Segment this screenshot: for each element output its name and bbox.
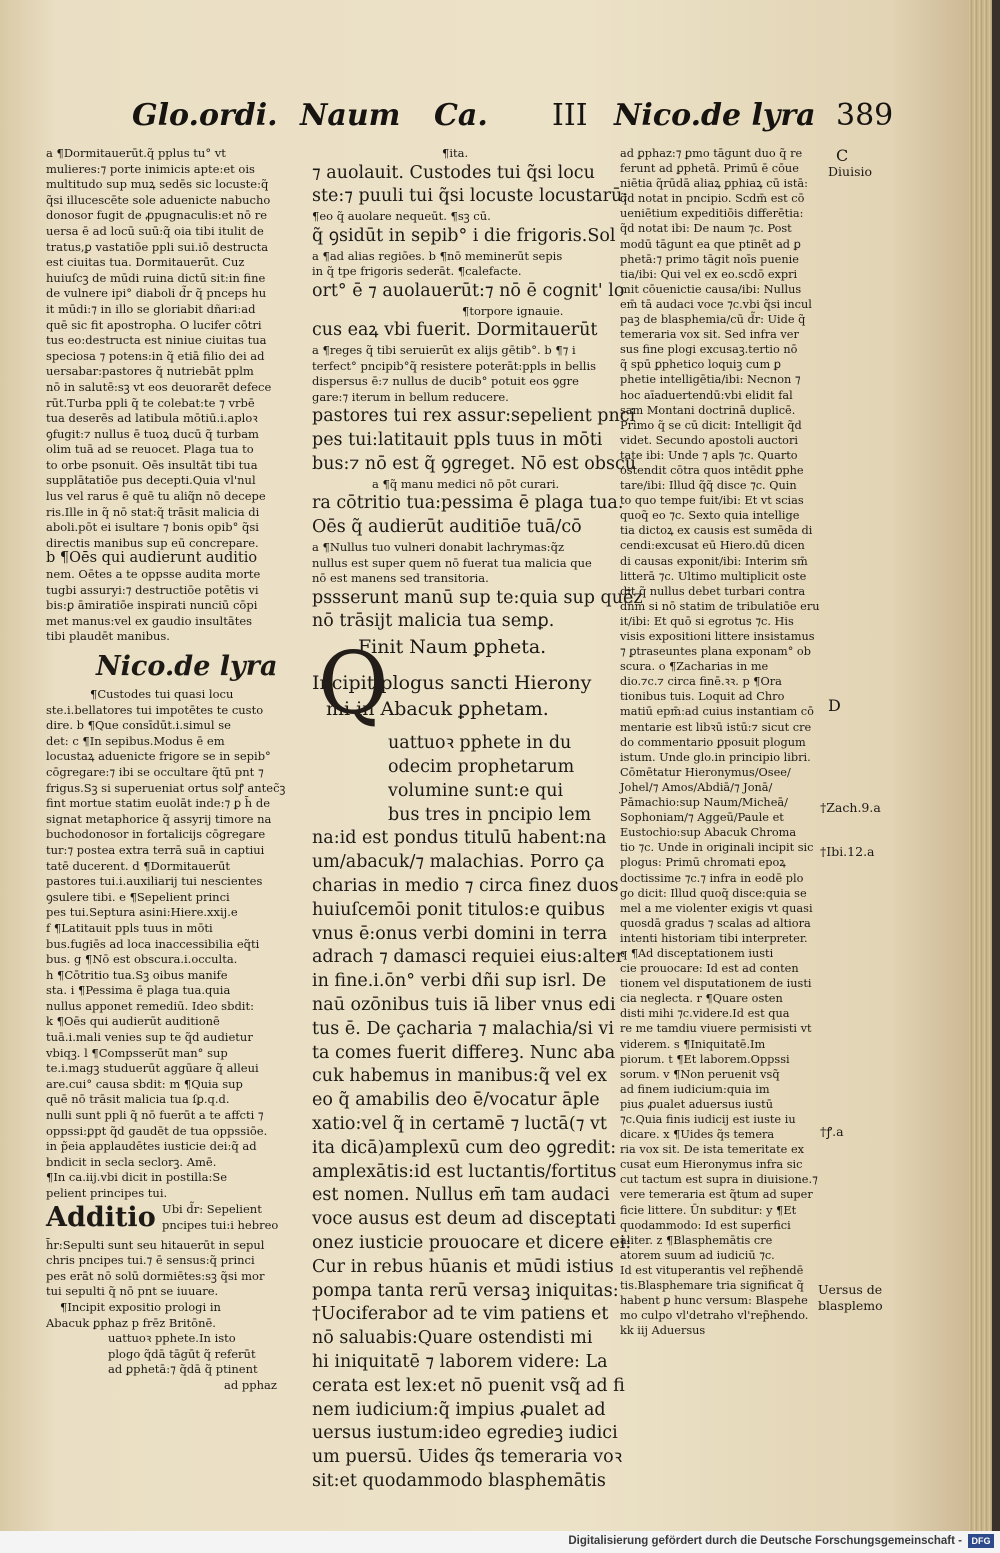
text-line: olim tuā ad se reuocet. Plaga tua to	[46, 442, 254, 457]
text-line: to quo tempe fuit/ibi: Et vt scias	[620, 494, 804, 508]
text-line: do commentario ꝑposuit plogum	[620, 735, 806, 749]
text-line: tugbi assuryi:⁊ destructiōe potētis vi	[46, 582, 259, 597]
text-line: uattuoꝛ pphete in du	[388, 733, 572, 754]
margin-note-zach: †Zach.9.a	[820, 800, 881, 815]
text-line: k ¶Oēs qui audierūt auditionē	[46, 1014, 220, 1029]
text-line: odecim prophetarum	[388, 757, 575, 778]
text-line: ste.i.bellatores tui impotētes te custo	[46, 702, 264, 717]
text-line: directis manibus sup eū concrepare.	[46, 535, 259, 550]
text-line: ort° ē ⁊ auolauerūt:⁊ nō ē cognit' lo	[312, 280, 625, 301]
text-line: Oēs q̃ audierūt auditiōe tuā/cō	[312, 517, 582, 538]
text-line: istum. Unde glo.in principio libri.	[620, 750, 811, 764]
text-line: sta. i ¶Pessima ē plaga tua.quia	[46, 983, 231, 998]
prologue-title: Incipit plogus sancti Hierony	[312, 672, 592, 695]
text-line: tio ⁊c. Unde in originali incipit sic	[620, 841, 814, 855]
text-line: ad pphaz	[224, 1377, 277, 1392]
text-line: b ¶Oēs qui audierunt auditio	[46, 550, 258, 567]
text-line: phetie intelligētia/ibi: Necnon ⁊	[620, 373, 801, 387]
text-line: buchodonosor in fortalicijs cōgregare	[46, 827, 266, 842]
decorated-initial: Q	[318, 634, 389, 734]
gloss-line: dispersus ē:⁊ nullus de ducib° potuit eos ꝯgre	[312, 374, 579, 389]
margin-note-ibi: †Ibi.12.a	[820, 844, 875, 859]
text-line: ris.Ille in q̃ nō stat:q̃ trāsit malicia di	[46, 504, 260, 519]
text-line: tionem vel disputationem de iusti	[620, 977, 812, 991]
text-line: cendi:excusat eū Hiero.dū dicen	[620, 539, 805, 553]
text-line: na:id est pondus titulū habent:na	[312, 828, 607, 849]
gloss-line: a ¶ad alias regiōes. b ¶nō meminerūt sepis	[312, 248, 563, 263]
text-line: habent ꝑ hunc versum: Blaspehe	[620, 1294, 808, 1308]
text-line: litterā ⁊c. Ultimo multiplicit oste	[620, 569, 807, 583]
gloss-line: in q̃ tpe frigoris sederāt. ¶calefacte.	[312, 264, 522, 279]
text-line: mulieres:⁊ porte inimicis apte:et ois	[46, 161, 255, 176]
text-line: supplātatiōe pus decepti.Quia vl'nul	[46, 473, 256, 488]
text-line: phetā:⁊ primo tāgit noīs puenie	[620, 252, 799, 266]
text-line: tatē ducerent. d ¶Dormitauerūt	[46, 858, 230, 873]
text-line: tuā.i.mali venies sup te q̃d audietur	[46, 1030, 253, 1045]
text-line: q̃ spū ꝑphetico loquiꝫ cum ꝑ	[620, 358, 781, 372]
text-line: Johel/⁊ Amos/Abdiā/⁊ Jonā/	[620, 780, 773, 794]
gloss-line: ¶torpore ignauie.	[462, 303, 564, 318]
text-line: uersabar:pastores q̃ nutriebāt pplm	[46, 364, 254, 379]
text-line: intenti historiam tibi interpreter.	[620, 931, 808, 945]
text-line: tratus,ꝑ vastatiōe ppli sui.iō destructa	[46, 239, 269, 254]
text-line: huiuſcꝫ de mūdi ruina dictū sit:in fine	[46, 270, 266, 285]
text-line: nō in salutē:sꝫ vt eos deuorarēt defece	[46, 379, 272, 394]
text-line: ferunt ad ꝑphetā. Primū ē cōue	[620, 162, 799, 176]
text-line: oppssi:ꝑpt q̃d gaudēt de tua oppssiōe.	[46, 1123, 268, 1138]
gloss-line: a ¶Nullus tuo vulneri donabit lachrymas:q̃z	[312, 539, 565, 554]
text-line: ⁊c.Quia finis iudicij est iuste iu	[620, 1113, 796, 1126]
text-line: Sophoniam/⁊ Aggeū/Paule et	[620, 811, 784, 825]
text-line: tibi plaudēt manibus.	[46, 629, 170, 644]
text-line: ad ꝑphetā:⁊ q̃dā q̃ ptinent	[108, 1362, 258, 1377]
text-line: pncipes tui:i hebreo	[162, 1217, 279, 1232]
text-line: um puersū. Uides q̃s temeraria voꝛ	[312, 1447, 623, 1468]
text-line: pes tui:latitauit ppls tuus in mōti	[312, 430, 603, 451]
text-line: h̄r:Sepulti sunt seu hitauerūt in sepul	[46, 1237, 265, 1252]
text-line: ficie littere. Ūn subditur: y ¶Et	[620, 1203, 797, 1217]
text-line: it mūdi:⁊ in illo se gloriabit dñari:ad	[46, 301, 256, 316]
dfg-logo: DFG	[968, 1534, 994, 1548]
text-line: ¶In ca.iij.vbi dicit in postilla:Se	[46, 1170, 228, 1185]
text-line: h ¶Cōtritio tua.Sꝫ oibus manife	[46, 967, 228, 982]
text-line: matiū epm̄:ad cuius instantiam cō	[620, 705, 814, 719]
page-number: 389	[836, 98, 894, 133]
text-line: di causas exponit/ibi: Interim sm̄	[620, 554, 808, 568]
text-line: mit cōuenictie causa/ibi: Nullus	[620, 282, 802, 296]
section-heading-nico: Nico.de lyra	[96, 651, 278, 682]
text-line: nem. Oētes a te oppsse audita morte	[46, 567, 261, 582]
text-line: doctissime ⁊c.⁊ infra in eodē plo	[620, 871, 804, 885]
text-line: videt. Secundo apostoli auctori	[620, 433, 798, 447]
text-line: charias in medio ⁊ circa finez duos	[312, 876, 619, 897]
header-book: Naum	[300, 98, 401, 133]
text-line: niētia q̃rūdā aliaꝝ ꝑphiaꝝ cū istā:	[620, 177, 808, 191]
text-line: tia dictoꝝ ex causis est sumēda di	[620, 524, 813, 538]
text-line: piorum. t ¶Et laborem.Oppssi	[620, 1052, 790, 1066]
text-line: tus ē. De çacharia ⁊ malachia/si vi	[312, 1018, 614, 1039]
text-line: cia neglecta. r ¶Quare osten	[620, 992, 783, 1006]
text-line: cuk habemus in manibus:q̃ vel ex	[312, 1066, 607, 1087]
text-line: uersa ē ad locū suū:q̃ oia tibi itulit de	[46, 223, 264, 238]
text-line: cus eaꝝ vbi fuerit. Dormitauerūt	[312, 320, 598, 341]
text-line: chris pncipes tui.⁊ ē sensus:q̃ princi	[46, 1253, 255, 1268]
text-line: em̄ tā audaci voce ⁊c.vbi q̃si incul	[620, 297, 812, 311]
text-line: quodammodo: Id est superfici	[620, 1218, 791, 1232]
text-line: cerata est lex:et nō puenit vsq̃ ad fi	[312, 1375, 625, 1396]
text-line: signat metaphorice q̃ assyrij timore na	[46, 811, 272, 826]
text-line: ad ꝑphaz:⁊ ꝑmo tāgunt duo q̃ re	[620, 147, 803, 160]
text-line: ¶Custodes tui quasi locu	[90, 687, 234, 701]
text-line: ra cōtritio tua:pessima ē plaga tua.	[312, 493, 624, 514]
text-line: xatio:vel q̃ in certamē ⁊ luctā(⁊ vt	[312, 1114, 607, 1135]
text-line: plogo q̃dā tāgūt q̃ referūt	[108, 1346, 256, 1361]
text-line: q̃d notat ibi: De naum ⁊c. Post	[620, 222, 792, 236]
text-line: Abacuk ꝑphaz p frēz Britōnē.	[46, 1315, 216, 1330]
text-line: met manus:vel ex gaudio insultātes	[46, 613, 253, 628]
text-line: dñm si nō statim de tribulatiōe eru	[620, 599, 820, 613]
text-line: a ¶Dormitauerūt.q̃ pplus tu° vt	[46, 146, 226, 160]
text-line: sus fine plogi excusaꝫ.tertio nō	[620, 343, 798, 357]
text-line: mentarie est libꝛū istū:⁊ sicut cre	[620, 720, 812, 734]
text-line: nō saluabis:Quare ostendisti mi	[312, 1328, 593, 1349]
text-line: kk iij Aduersus	[620, 1324, 706, 1338]
text-line: dicare. x ¶Uides q̃s temera	[620, 1128, 775, 1142]
text-line: uersus iustum:ideo egredieꝫ iudici	[312, 1423, 618, 1444]
text-line: speciosa ⁊ potens:in q̃ etiā filio dei ad	[46, 348, 265, 363]
text-line: plogus: Primū chromati epoꝝ	[620, 856, 786, 870]
gloss-line: ¶eo q̃ auolare nequeūt. ¶sꝫ cū.	[312, 209, 491, 224]
text-line: in fine.i.ōn° verbi dñi sup isrl. De	[312, 971, 607, 992]
text-line: quosdā gradus ⁊ scalas ad altiora	[620, 916, 811, 930]
gloss-line: nō est manens sed transitoria.	[312, 571, 489, 586]
text-line: tis.Blasphemare tria significat q̃	[620, 1279, 804, 1293]
text-line: dio.⁊c.⁊ circa finē.ꝛꝛ. p ¶Ora	[620, 675, 782, 689]
text-line: fint mortue statim euolāt inde:⁊ ꝑ h̄ de	[46, 796, 271, 811]
text-line: to orbe psonuit. Oēs insultāt tibi tua	[46, 457, 258, 472]
text-line: voce ausus est deum ad disceptati	[312, 1209, 616, 1230]
prologue-title: mi in Abacuk ꝑphetam.	[326, 698, 549, 721]
text-line: lus vel rarus ē quē tu aliq̃n nō decepe	[46, 489, 266, 504]
text-line: q̃d notat in pncipio. Scdm̄ est cō	[620, 192, 805, 206]
text-line: tionibus tuis. Loquit ad Chro	[620, 690, 785, 704]
text-line: sorum. v ¶Non peruenit vsq̃	[620, 1067, 780, 1081]
text-line: pompa tanta rerū versaꝫ iniquitas:	[312, 1280, 619, 1301]
column-left-block-b	[46, 687, 294, 1202]
text-line: donosor fugit de ꝓpugnaculis:et nō re	[46, 208, 268, 223]
section-heading-additio: Additio	[46, 1201, 156, 1233]
text-line: tate ibi: Unde ⁊ apls ⁊c. Quarto	[620, 448, 798, 462]
header-chapter-label: Ca.	[434, 98, 488, 133]
text-line: de vulnere ipi° diaboli d̃r q̃ pnceps hu	[46, 286, 267, 301]
text-line: mo culpo vl'detraho vl'rep̃hendo.	[620, 1309, 809, 1323]
text-line: in p̃eia applaudētes iusticie dei:q̃ ad	[46, 1139, 257, 1154]
text-line: dit q̃ nullus debet turbari contra	[620, 584, 806, 598]
text-line: quē nō trāsit malicia tua ſꝑ.q.d.	[46, 1092, 230, 1107]
text-line: nullus apponet remediū. Ideo sbdit:	[46, 998, 254, 1013]
text-line: nulli sunt ppli q̃ nō fuerūt a te affcti ⁊	[46, 1108, 264, 1123]
text-line: pes erāt nō solū dormiētes:sꝫ q̃si mor	[46, 1268, 265, 1283]
gloss-line: ¶ita.	[442, 146, 469, 160]
text-line: pastores tui.i.auxiliarij tui nescientes	[46, 874, 263, 889]
text-line: ta comes fuerit differeꝫ. Nunc aba	[312, 1042, 616, 1063]
text-line: tus eo:destructa est niniue ciuitas tua	[46, 333, 267, 348]
margin-letter-d: D	[828, 696, 841, 715]
text-line: nem iudicium:q̃ impius ꝓualet ad	[312, 1399, 606, 1420]
gloss-line: a ¶q̃ manu medici nō pōt curari.	[372, 476, 560, 491]
text-line: disti mihi ⁊c.videre.Id est qua	[620, 1007, 790, 1021]
running-header	[0, 96, 968, 142]
text-line: cōgregare:⁊ ibi se occultare q̃tū pnt ⁊	[46, 764, 264, 779]
text-line: aboli.pōt ei isultare ⁊ bonis opib° q̃si	[46, 520, 259, 535]
text-line: bis:ꝑ āmiratiōe inspirati nunciū cōpi	[46, 598, 258, 613]
text-line: temeraria vox sit. Sed infra ver	[620, 328, 799, 342]
text-line: atorem suum ad iudiciū ⁊c.	[620, 1248, 775, 1262]
text-line: bus. g ¶Nō est obscura.i.occulta.	[46, 952, 238, 967]
text-line: hoc aīaduertendū:vbi elidit fal	[620, 388, 793, 402]
text-line: vnus ē:onus verbi domini in terra	[312, 923, 608, 944]
header-chapter: III	[552, 98, 588, 133]
text-line: Pāmachio:sup Naum/Micheā/	[620, 796, 788, 810]
text-line: ostendit cōtra quos intēdit ꝑphe	[620, 463, 804, 477]
text-line: uattuoꝛ pphete.In isto	[108, 1331, 236, 1346]
text-line: multitudo sup muꝝ sedēs sic locuste:q̃	[46, 177, 269, 192]
text-line: bndicit in secla seclorꝫ. Amē.	[46, 1154, 217, 1169]
text-line: Cōmētatur Hieronymus/Osee/	[620, 765, 791, 779]
text-line: Primo q̃ se cū dicit: Intelligit q̃d	[620, 418, 802, 432]
text-line: cie prouocare: Id est ad conten	[620, 962, 799, 976]
text-line: f ¶Latitauit ppls tuus in mōti	[46, 920, 213, 935]
text-line: ad finem iudicium:quia im	[620, 1082, 770, 1096]
text-line: quē sic fit apostropha. O lucifer cōtri	[46, 317, 262, 332]
text-line: ita dicā)amplexū cum deo ꝯgredit:	[312, 1137, 617, 1158]
text-line: q̃si illucescēte sole aduenicte nabucho	[46, 192, 271, 207]
text-line: pelient principes tui.	[46, 1186, 168, 1200]
text-line: tare/ibi: Illud q̃q̃ disce ⁊c. Quin	[620, 479, 797, 493]
text-line: re me tamdiu viuere permisisti vt	[620, 1022, 812, 1036]
text-line: locustaꝝ aduenicte frigore se in sepib°	[46, 749, 271, 764]
text-line: naū ozōnibus tuis iā liber vnus edi	[312, 995, 616, 1016]
text-line: huiuſcemōi ponit titulos:e quibus	[312, 899, 605, 920]
text-line: um/abacuk/⁊ malachias. Porro ça	[312, 852, 605, 873]
margin-note-versus: Uersus de	[818, 1282, 883, 1297]
text-line: quoq̃ eo ⁊c. Sexto quia intellige	[620, 509, 800, 523]
text-line: tui sepulti q̃ nō pnt se iuuare.	[46, 1284, 219, 1299]
margin-note-versus: blasplemo	[818, 1298, 883, 1313]
text-line: pastores tui rex assur:sepelient pnci	[312, 406, 636, 427]
text-line: pssserunt manū sup te:quia sup quēz	[312, 587, 643, 608]
text-line: cut tactum est supra in diuisione.⁊	[620, 1173, 818, 1187]
prologue-body	[312, 732, 632, 1494]
column-right	[620, 146, 820, 1338]
text-line: Id est vituperantis vel rep̃hendē	[620, 1263, 804, 1277]
text-line: ⁊ ꝑtraseuntes plana exponam° ob	[620, 645, 811, 659]
text-line: q ¶Ad disceptationem iusti	[620, 946, 774, 960]
text-line: te.i.magꝫ studuerūt aggūare q̃ alleui	[46, 1061, 259, 1076]
text-line: volumine sunt:e qui	[388, 780, 564, 801]
text-line: sit:et quodammodo blasphemātis	[312, 1470, 606, 1491]
text-line: pes tui.Septura asini:Hiere.xxij.e	[46, 905, 238, 920]
text-line: bus:⁊ nō est q̃ ꝯgreget. Nō est obscu	[312, 453, 637, 474]
text-line: ⁊ auolauit. Custodes tui q̃si locu	[312, 162, 595, 183]
text-line: viderem. s ¶Iniquitatē.Im	[620, 1037, 766, 1051]
text-line: sam Montani doctrinā duplicē.	[620, 403, 796, 417]
gloss-line: a ¶reges q̃ tibi seruierūt ex alijs gētib°. b ¶⁊ i	[312, 342, 576, 357]
text-line: scura. o ¶Zacharias in me	[620, 660, 769, 674]
text-line: Eustochio:sup Abacuk Chroma	[620, 826, 797, 840]
column-left-block-c	[46, 1238, 294, 1332]
text-line: hi iniquitatē ⁊ laborem videre: La	[312, 1352, 608, 1372]
text-line: ueniētium expeditiōis differētia:	[620, 207, 804, 221]
text-line: Cur in rebus hūanis et mūdi istius	[312, 1256, 614, 1277]
text-line: dire. b ¶Que consīdūt.i.simul se	[46, 718, 231, 733]
text-line: vbiqꝫ. l ¶Compsserūt man° sup	[46, 1045, 228, 1060]
text-line: amplexātis:id est luctantis/fortitus	[312, 1161, 617, 1182]
text-line: ste:⁊ puuli tui q̃si locuste locustarū:	[312, 186, 629, 207]
text-line: ¶Incipit expositio prologi in	[60, 1299, 221, 1314]
text-line: adrach ⁊ damasci requiei eius:alter	[312, 947, 625, 968]
text-line: †Uociferabor ad te vim patiens et	[312, 1304, 609, 1325]
additio-row	[46, 1202, 294, 1238]
text-line: bus tres in pncipio lem	[388, 804, 592, 825]
text-line: tur:⁊ postea extra terrā suā in captiui	[46, 842, 265, 857]
text-line: bus.fugiēs ad loca inaccessibilia eq̃ti	[46, 936, 260, 951]
text-line: est ciuitas tua. Dormitauerūt. Cuz	[46, 255, 245, 270]
text-line: ria vox sit. De ista temeritate ex	[620, 1143, 805, 1157]
text-line: go dicit: Illud quoq̃ disce:quia se	[620, 886, 807, 900]
text-line: q̃ ꝯsidūt in sepib° i die frigoris.Sol	[312, 225, 616, 246]
text-line: Ubi d̃r: Sepelient	[162, 1201, 262, 1216]
text-line: vere temeraria est q̃tum ad super	[620, 1188, 813, 1202]
header-left: Glo.ordi.	[132, 98, 278, 133]
text-line: visis expositioni littere insistamus	[620, 630, 815, 643]
text-line: est nomen. Nullus em̄ tam audaci	[312, 1185, 610, 1206]
text-line: aliter. z ¶Blasphemātis cre	[620, 1233, 773, 1247]
footer-credit: Digitalisierung gefördert durch die Deutsche Forschungsgemeinschaft -	[568, 1535, 962, 1547]
text-line: nō trāsijt malicia tua semꝑ.	[312, 611, 555, 632]
header-right: Nico.de lyra	[614, 98, 816, 133]
text-line: det: c ¶In sepibus.Modus ē em	[46, 733, 225, 748]
gloss-line: nullus est super quem nō fuerat tua malicia que	[312, 555, 592, 570]
text-line: paꝫ de blasphemia/cū d̃r: Uide q̃	[620, 313, 806, 327]
text-line: ꝯsulere tibi. e ¶Sepelient princi	[46, 889, 230, 904]
text-line: modū tāgunt ea que ptinēt ad ꝑ	[620, 237, 801, 251]
text-line: ꝯfugit:⁊ nullus ē tuoꝝ ducū q̃ turbam	[46, 426, 259, 441]
text-line: it/ibi: Et quō si egrotus ⁊c. His	[620, 614, 794, 628]
text-line: pius ꝓualet aduersus iustū	[620, 1097, 773, 1111]
finit-heading: Finit Naum ꝑpheta.	[358, 636, 547, 659]
page-edge-shadow	[992, 0, 1000, 1553]
text-line: tia/ibi: Qui vel ex eo.scdō expri	[620, 267, 798, 281]
text-line: frigus.Sꝫ si superueniat ortus solꝭ antec̃ꝫ	[46, 780, 286, 795]
gloss-line: gare:⁊ iterum in bellum reducere.	[312, 389, 509, 404]
margin-note-divisio: Diuisio	[828, 164, 873, 179]
text-line: tua deserēs ad latibula mōtiū.i.aploꝛ	[46, 411, 258, 426]
text-line: mel a me violenter exigis vt quasi	[620, 901, 813, 915]
text-line: rūt.Turba ppli q̃ te colebat:te ⁊ vrbē	[46, 395, 255, 410]
text-line: cusat eum Hieronymus infra sic	[620, 1158, 803, 1172]
gloss-line: terfect° pncipib°q̃ resistere poterāt:ppls in bellis	[312, 358, 597, 373]
text-line: eo q̃ amabilis deo ē/vocatur āple	[312, 1090, 600, 1111]
margin-letter-c: C	[836, 146, 849, 165]
column-middle	[312, 146, 643, 1494]
column-left-block-d	[46, 1331, 294, 1393]
column-left	[46, 146, 294, 1394]
column-left-block-a	[46, 146, 294, 645]
text-line: are.cui° causa sbdit: m ¶Quia sup	[46, 1076, 243, 1091]
margin-note-tha: †ꝭ.a	[820, 1124, 844, 1139]
text-line: onez iusticie prouocare et dicere ei:	[312, 1233, 632, 1254]
